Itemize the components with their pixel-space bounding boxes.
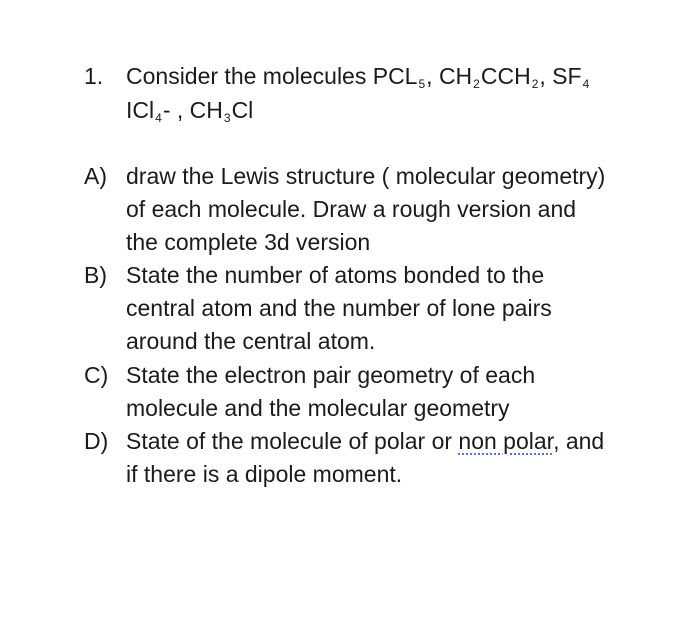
- part-d-label: D): [84, 428, 109, 454]
- part-d-text-1: State of the molecule of polar or non polar, and: [126, 428, 605, 454]
- part-c-label: C): [84, 362, 109, 388]
- part-c-text-2: molecule and the molecular geometry: [126, 395, 510, 421]
- part-a-label: A): [84, 163, 107, 189]
- question-number: 1.: [84, 63, 104, 89]
- question-text-1: Consider the molecules $PCL_5$, $CH_2CCH_2$, $SF_4$: [126, 63, 590, 91]
- part-b-text-1: State the number of atoms bonded to the: [126, 262, 545, 288]
- part-a-text-2: of each molecule. Draw a rough version and: [126, 196, 577, 222]
- question-text-2: ICl$_4$- , $CH_3Cl$: [126, 97, 254, 125]
- part-b-text-3: around the central atom.: [126, 328, 376, 354]
- part-b-label: B): [84, 262, 107, 288]
- part-a-text-1: draw the Lewis structure ( molecular geometry): [126, 163, 606, 189]
- part-b-text-2: central atom and the number of lone pairs: [126, 295, 552, 321]
- part-c-text-1: State the electron pair geometry of each: [126, 362, 536, 388]
- spellcheck-underlined-phrase: non polar: [458, 428, 554, 454]
- part-a-text-3: the complete 3d version: [126, 229, 371, 255]
- part-d-text-2: if there is a dipole moment.: [126, 461, 403, 487]
